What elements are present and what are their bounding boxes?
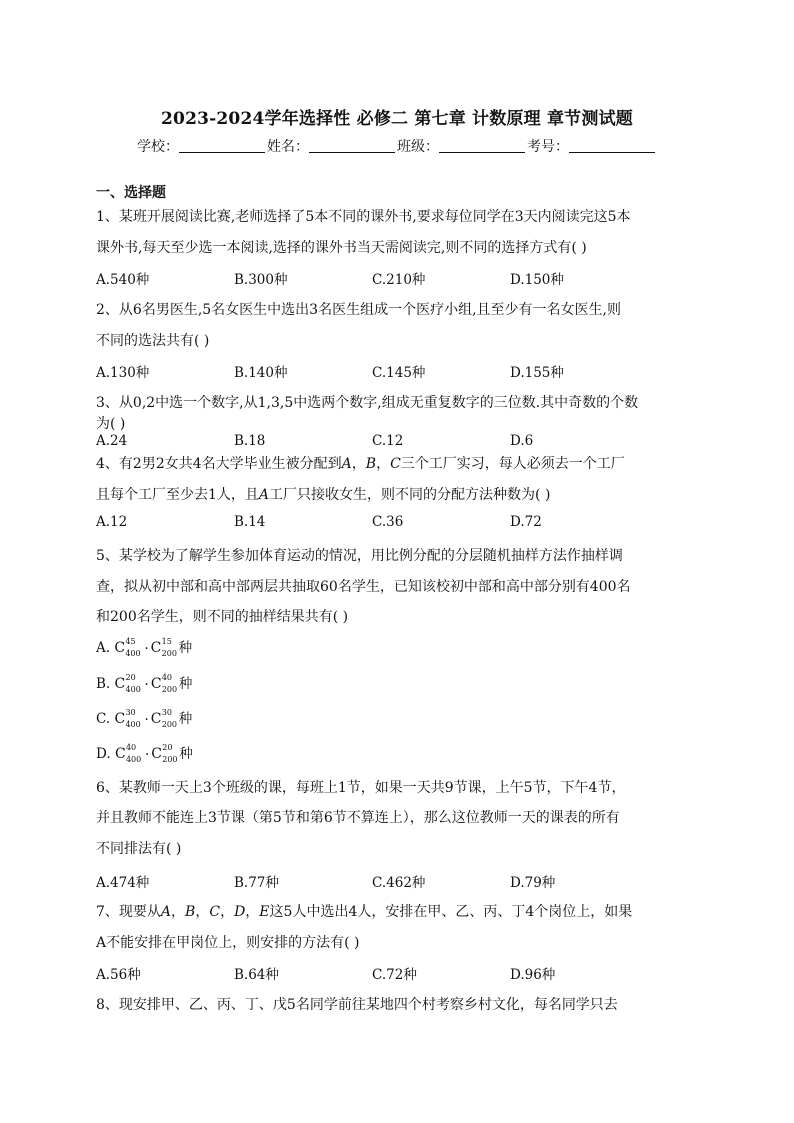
combination: [150, 636, 179, 658]
school-blank[interactable]: [179, 138, 265, 153]
q6-line1: 6、某教师一天上3个班级的课，每班上1节，如果一天共9节课，上午5节，下午4节，: [96, 780, 626, 796]
q4-line2: [96, 484, 550, 504]
number-label: 考号：: [527, 139, 569, 155]
var-c: C: [209, 904, 221, 920]
q2-option-a[interactable]: A.130种: [96, 365, 150, 381]
page-title: 2023-2024学年选择性 必修二 第七章 计数原理 章节测试题: [161, 109, 633, 129]
option-unit: 种: [178, 640, 193, 656]
q2-option-d[interactable]: D.155种: [510, 365, 564, 381]
dot: ·: [144, 676, 149, 693]
combination-symbol: C: [114, 675, 126, 692]
option-letter: D.: [96, 746, 115, 762]
option-unit: 种: [178, 676, 193, 692]
q5-line3: 和200名学生，则不同的抽样结果共有( ): [96, 609, 349, 625]
combination-sup: 30: [161, 707, 172, 717]
combination-symbol: C: [114, 745, 126, 762]
q7-option-c[interactable]: C.72种: [372, 967, 417, 983]
q2-option-b[interactable]: B.140种: [234, 365, 288, 381]
dot: ·: [144, 640, 149, 657]
combination-sup: 40: [161, 672, 172, 682]
q1-option-d[interactable]: D.150种: [510, 272, 564, 288]
combination-sub: 400: [125, 719, 141, 729]
q4-line1: [96, 453, 625, 473]
q2-options: [96, 361, 656, 381]
name-blank[interactable]: [309, 138, 395, 153]
q7-sep: ，: [245, 904, 260, 920]
q5-line1: 5、某学校为了解学生参加体育运动的情况，用比例分配的分层随机抽样方法作抽样调: [96, 548, 623, 564]
combination-sup: 40: [125, 742, 137, 752]
combination-symbol: C: [150, 675, 162, 692]
combination-sub: 200: [161, 648, 177, 658]
class-blank[interactable]: [439, 138, 525, 153]
dot: ·: [144, 711, 149, 728]
combination-sup: 15: [161, 636, 172, 646]
q6-option-d[interactable]: D.79种: [510, 875, 556, 891]
option-letter: C.: [96, 711, 115, 727]
q6-line3: 不同排法有( ): [96, 841, 182, 857]
combination-sub: 200: [161, 684, 178, 694]
q7-sep: ，: [195, 904, 210, 920]
q4-text: 工厂只接收女生，则不同的分配方法种数为( ): [269, 487, 551, 503]
q3-line1: 3、从0,2中选一个数字,从1,3,5中选两个数字,组成无重复数字的三位数.其中奇数的个数: [96, 395, 639, 411]
combination-sub: 200: [162, 754, 178, 764]
var-e: E: [259, 904, 270, 920]
q4-option-b[interactable]: B.14: [234, 514, 266, 530]
combination-sup: 30: [125, 707, 136, 717]
option-letter: B.: [96, 676, 115, 692]
q6-line2: 并且教师不能连上3节课（第5节和第6节不算连上），那么这位教师一天的课表的所有: [96, 810, 620, 826]
q6-options: [96, 871, 656, 891]
class-label: 班级：: [397, 139, 439, 155]
q3-option-b[interactable]: B.18: [234, 433, 266, 449]
combination-symbol: C: [151, 745, 162, 762]
combination: [114, 707, 142, 729]
combination-sub: 200: [161, 719, 178, 729]
q3-option-a[interactable]: A.24: [96, 433, 128, 449]
combination: [150, 707, 179, 729]
var-a: A: [258, 487, 270, 503]
q8-line1: 8、现安排甲、乙、丙、丁、戊5名同学前往某地四个村考察乡村文化，每名同学只去: [96, 997, 618, 1013]
combination-symbol: C: [150, 639, 162, 656]
q5-option-c[interactable]: [96, 707, 192, 729]
combination-sub: 400: [125, 754, 142, 764]
name-label: 姓名：: [267, 139, 309, 155]
q6-option-c[interactable]: C.462种: [372, 875, 426, 891]
q5-option-d[interactable]: [96, 742, 193, 764]
q7-sep: ，: [220, 904, 235, 920]
q2-option-c[interactable]: C.145种: [372, 365, 426, 381]
combination-symbol: C: [114, 710, 126, 727]
combination-sub: 400: [125, 684, 141, 694]
q7-options: [96, 963, 656, 983]
combination-sub: 400: [125, 648, 141, 658]
q1-option-b[interactable]: B.300种: [234, 272, 288, 288]
q7-text: 这5人中选出4人，安排在甲、乙、丙、丁4个岗位上，如果: [269, 904, 633, 920]
q1-line2: 课外书,每天至少选一本阅读,选择的课外书当天需阅读完,则不同的选择方式有( ): [96, 240, 587, 256]
q5-option-b[interactable]: [96, 672, 192, 694]
q4-sep: ，: [376, 456, 391, 472]
q4-sep: ，: [351, 456, 366, 472]
q7-option-a[interactable]: A.56种: [96, 967, 141, 983]
var-d: D: [234, 904, 246, 920]
q4-text: 4、有2男2女共4名大学毕业生被分配到: [96, 456, 342, 472]
combination: [151, 742, 179, 764]
var-b: B: [185, 904, 196, 920]
school-label: 学校：: [137, 139, 179, 155]
q3-option-c[interactable]: C.12: [372, 433, 404, 449]
combination-sup: 45: [125, 636, 136, 646]
q2-line2: 不同的选法共有( ): [96, 333, 210, 349]
q5-option-a[interactable]: [96, 636, 192, 658]
option-unit: 种: [178, 711, 193, 727]
q1-line1: 1、某班开展阅读比赛,老师选择了5本不同的课外书,要求每位同学在3天内阅读完这5本: [96, 209, 631, 225]
student-info-row: [0, 136, 794, 156]
q7-line1: [96, 901, 632, 921]
var-b: B: [365, 456, 377, 472]
section-heading: 一、选择题: [96, 185, 166, 201]
q7-option-b[interactable]: B.64种: [234, 967, 279, 983]
combination-sup: 20: [125, 672, 136, 682]
combination-symbol: C: [150, 710, 162, 727]
q6-option-a[interactable]: A.474种: [96, 875, 150, 891]
q4-option-d[interactable]: D.72: [510, 514, 542, 530]
q3-options: [96, 433, 656, 453]
combination: [114, 742, 143, 764]
combination: [114, 672, 143, 694]
q3-line2: 为( ): [96, 416, 126, 432]
q7-option-d[interactable]: D.96种: [510, 967, 556, 983]
q1-options: [96, 268, 656, 288]
q5-line2: 查，拟从初中部和高中部两层共抽取60名学生，已知该校初中部和高中部分别有400名: [96, 579, 631, 595]
option-letter: A.: [96, 640, 115, 656]
q7-line2: A不能安排在甲岗位上，则安排的方法有( ): [96, 935, 360, 951]
q4-option-c[interactable]: C.36: [372, 514, 404, 530]
q4-text: 且每个工厂至少去1人，且: [96, 487, 259, 503]
q1-option-a[interactable]: A.540种: [96, 272, 150, 288]
q4-options: [96, 514, 656, 534]
q7-sep: ，: [171, 904, 186, 920]
q3-option-d[interactable]: D.6: [510, 433, 534, 449]
q1-option-c[interactable]: C.210种: [372, 272, 426, 288]
dot: ·: [144, 746, 150, 763]
number-blank[interactable]: [569, 138, 655, 153]
combination: [114, 636, 142, 658]
var-a: A: [341, 456, 352, 472]
q6-option-b[interactable]: B.77种: [234, 875, 279, 891]
option-unit: 种: [179, 746, 193, 762]
q7-text: 7、现要从: [96, 904, 161, 920]
q4-option-a[interactable]: A.12: [96, 514, 128, 530]
var-a: A: [160, 904, 172, 920]
q4-text: 三个工厂实习，每人必须去一个工厂: [400, 456, 625, 472]
q2-line1: 2、从6名男医生,5名女医生中选出3名医生组成一个医疗小组,且至少有一名女医生,则: [96, 302, 621, 318]
var-c: C: [390, 456, 401, 472]
combination: [150, 672, 179, 694]
combination-sup: 20: [162, 742, 173, 752]
combination-symbol: C: [114, 639, 126, 656]
